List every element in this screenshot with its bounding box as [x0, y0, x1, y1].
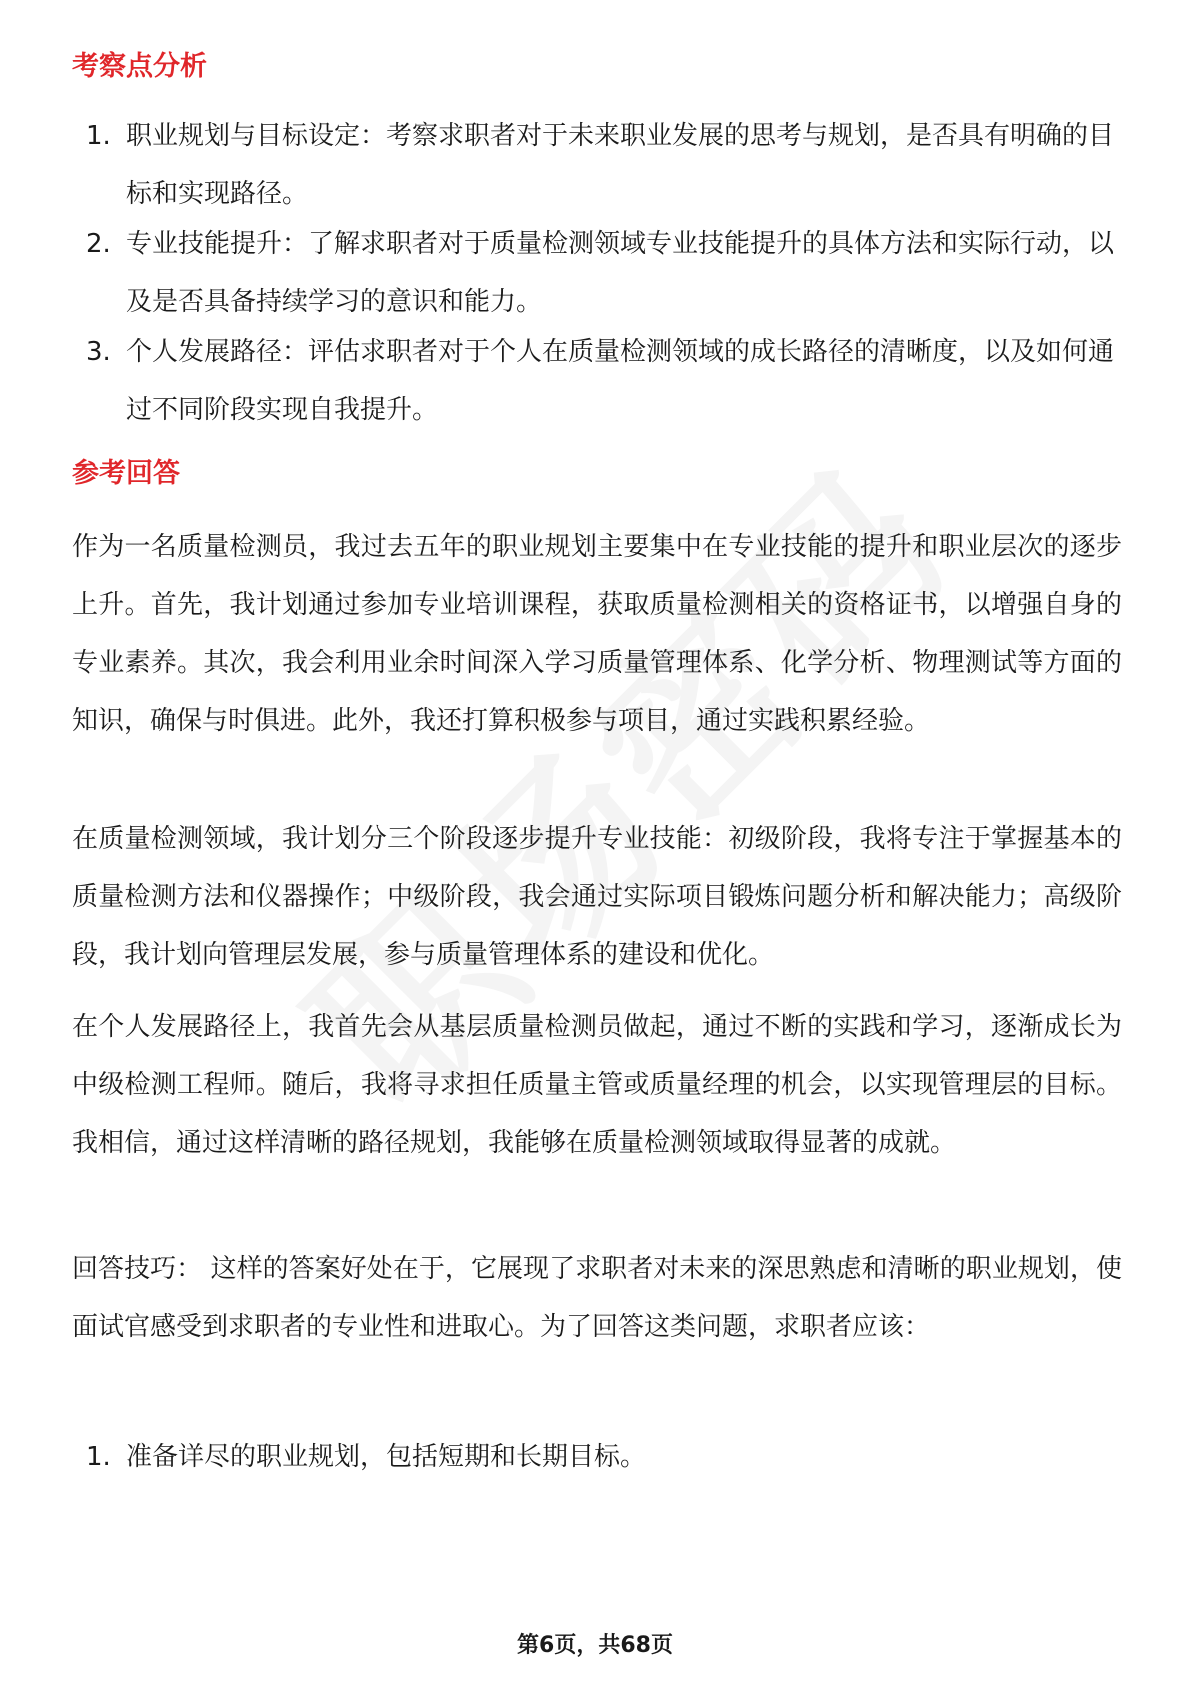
section-heading-reference-answer: 参考回答: [72, 458, 180, 489]
list-number: 1.: [86, 1442, 111, 1472]
list-item: [86, 323, 1136, 439]
list-number: 3.: [86, 337, 111, 367]
list-item: [86, 107, 1136, 223]
list-text: 准备详尽的职业规划，包括短期和长期目标。: [126, 1442, 647, 1472]
page-number-footer: 第6页，共68页: [517, 1633, 673, 1658]
list-text: 专业技能提升：了解求职者对于质量检测领域专业技能提升的具体方法和实际行动，以及是否具备持续学习的意识和能力。: [126, 229, 1115, 317]
section-heading-analysis: 考察点分析: [72, 51, 207, 82]
answer-paragraph-1: 作为一名质量检测员，我过去五年的职业规划主要集中在专业技能的提升和职业层次的逐步上升。首先，我计划通过参加专业培训课程，获取质量检测相关的资格证书，以增强自身的专业素养。其次，我会利用业余时间深入学习质量管理体系、化学分析、物理测试等方面的知识，确保与时俱进。此外，我还打算积极参与项目，通过实践积累经验。: [72, 532, 1122, 736]
list-item: [86, 1428, 1136, 1486]
list-text: 职业规划与目标设定：考察求职者对于未来职业发展的思考与规划，是否具有明确的目标和实现路径。: [126, 121, 1115, 209]
list-item: [86, 215, 1136, 331]
list-text: 个人发展路径：评估求职者对于个人在质量检测领域的成长路径的清晰度，以及如何通过不同阶段实现自我提升。: [126, 337, 1115, 425]
list-number: 2.: [86, 229, 111, 259]
answer-paragraph-3: 在个人发展路径上，我首先会从基层质量检测员做起，通过不断的实践和学习，逐渐成长为中级检测工程师。随后，我将寻求担任质量主管或质量经理的机会，以实现管理层的目标。我相信，通过这样清晰的路径规划，我能够在质量检测领域取得显著的成就。: [72, 1012, 1122, 1158]
answer-paragraph-2: 在质量检测领域，我计划分三个阶段逐步提升专业技能：初级阶段，我将专注于掌握基本的质量检测方法和仪器操作；中级阶段，我会通过实际项目锻炼问题分析和解决能力；高级阶段，我计划向管理层发展，参与质量管理体系的建设和优化。: [72, 824, 1122, 970]
answer-tips-paragraph: 回答技巧： 这样的答案好处在于，它展现了求职者对未来的深思熟虑和清晰的职业规划，使面试官感受到求职者的专业性和进取心。为了回答这类问题，求职者应该：: [72, 1254, 1122, 1342]
list-number: 1.: [86, 121, 111, 151]
